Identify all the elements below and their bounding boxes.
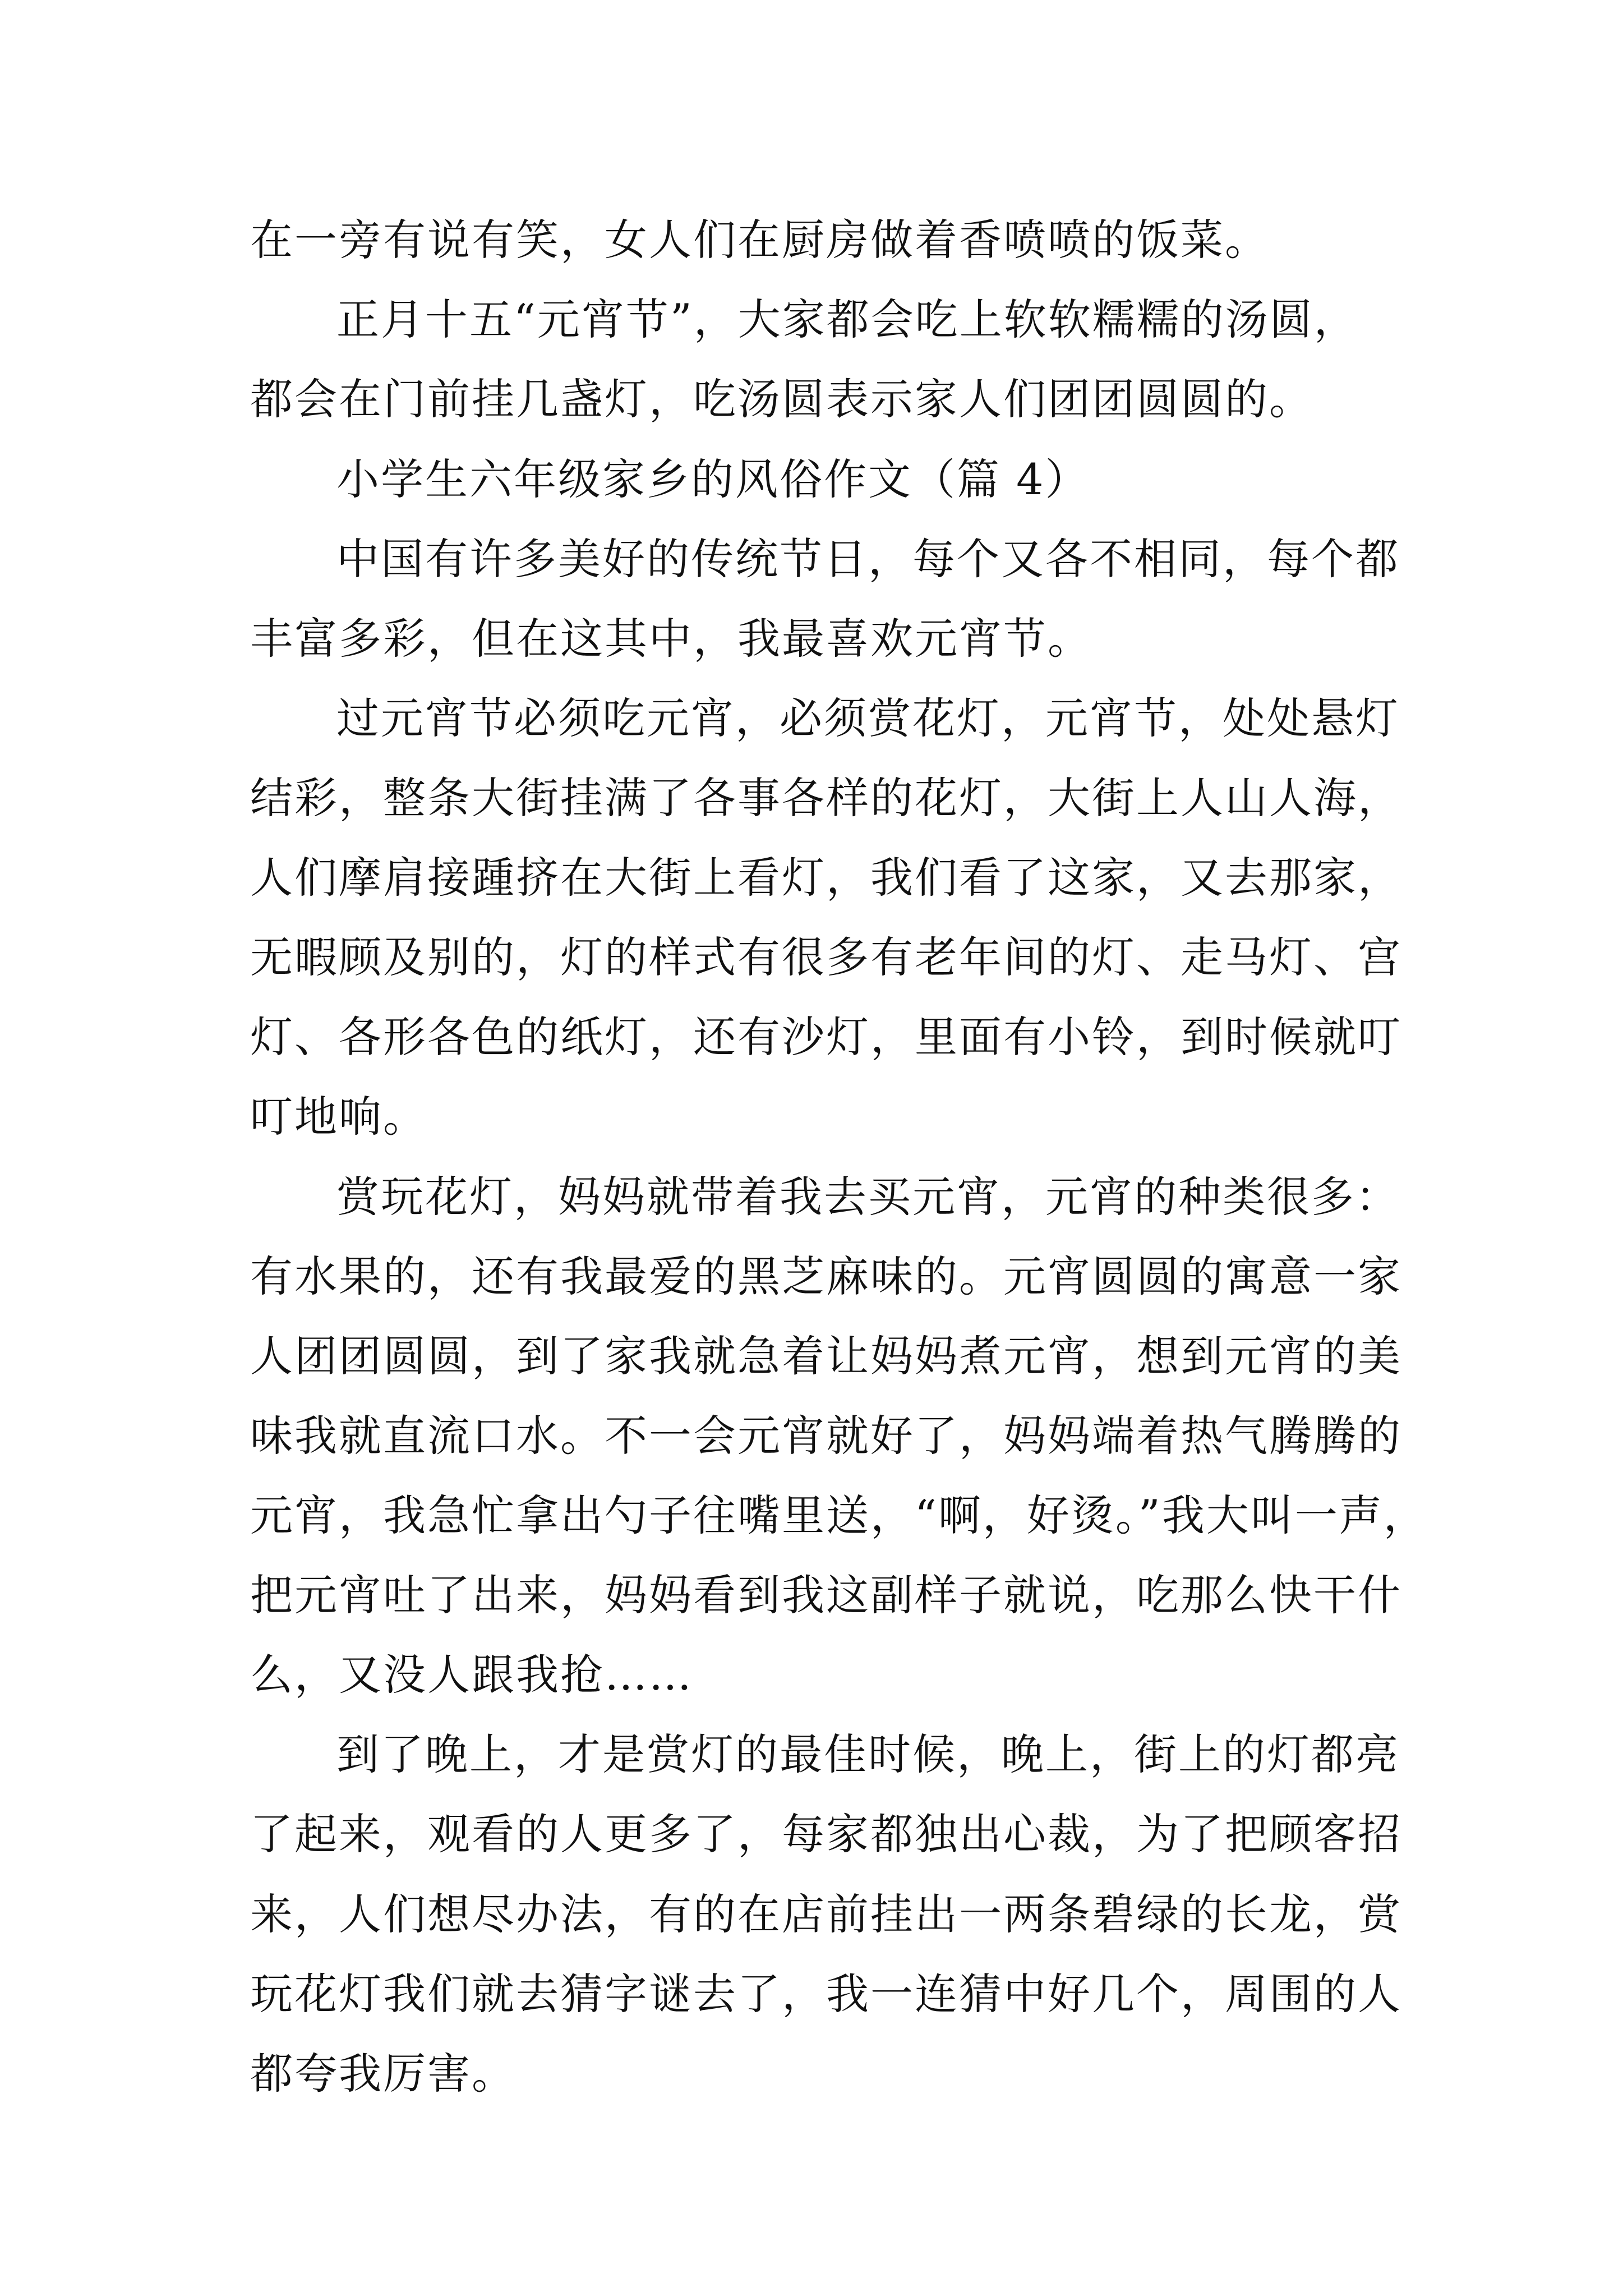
text-line-22: 来，人们想尽办法，有的在店前挂出一两条碧绿的长龙，赏 (250, 1889, 1402, 1939)
text-line-11: 灯、各形各色的纸灯，还有沙灯，里面有小铃，到时候就叮 (250, 1012, 1402, 1062)
text-line-19: 么，又没人跟我抢…… (250, 1650, 693, 1700)
text-line-10: 无暇顾及别的，灯的样式有很多有老年间的灯、走马灯、宫 (250, 932, 1402, 982)
text-line-1: 在一旁有说有笑，女人们在厨房做着香喷喷的饭菜。 (250, 215, 1269, 265)
text-line-24: 都夸我厉害。 (250, 2049, 516, 2099)
paragraph-start-line: 到了晚上，才是赏灯的最佳时候，晚上，街上的灯都亮 (336, 1729, 1400, 1779)
text-line-14: 有水果的，还有我最爱的黑芝麻味的。元宵圆圆的寓意一家 (250, 1251, 1402, 1301)
text-line-18: 把元宵吐了出来，妈妈看到我这副样子就说，吃那么快干什 (250, 1570, 1402, 1620)
text-line-3: 都会在门前挂几盏灯，吃汤圆表示家人们团团圆圆的。 (250, 374, 1313, 424)
text-line-17: 元宵，我急忙拿出勺子往嘴里送，“啊，好烫。”我大叫一声， (250, 1490, 1428, 1540)
text-line-9: 人们摩肩接踵挤在大街上看灯，我们看了这家，又去那家， (250, 853, 1402, 903)
paragraph-start-line: 过元宵节必须吃元宵，必须赏花灯，元宵节，处处悬灯 (336, 693, 1400, 743)
section-heading: 小学生六年级家乡的风俗作文（篇 4） (336, 454, 1090, 504)
text-line-21: 了起来，观看的人更多了，每家都独出心裁，为了把顾客招 (250, 1809, 1402, 1859)
text-line-6: 丰富多彩，但在这其中，我最喜欢元宵节。 (250, 614, 1092, 664)
paragraph-start-line: 中国有许多美好的传统节日，每个又各不相同，每个都 (336, 534, 1400, 584)
text-line-16: 味我就直流口水。不一会元宵就好了，妈妈端着热气腾腾的 (250, 1411, 1402, 1461)
text-line-8: 结彩，整条大街挂满了各事各样的花灯，大街上人山人海， (250, 773, 1402, 823)
paragraph-start-line: 赏玩花灯，妈妈就带着我去买元宵，元宵的种类很多： (336, 1172, 1400, 1222)
text-line-23: 玩花灯我们就去猜字谜去了，我一连猜中好几个，周围的人 (250, 1969, 1402, 2019)
text-line-15: 人团团圆圆，到了家我就急着让妈妈煮元宵，想到元宵的美 (250, 1331, 1402, 1381)
paragraph-start-line: 正月十五“元宵节”，大家都会吃上软软糯糯的汤圆， (336, 295, 1358, 344)
text-line-12: 叮地响。 (250, 1092, 427, 1142)
